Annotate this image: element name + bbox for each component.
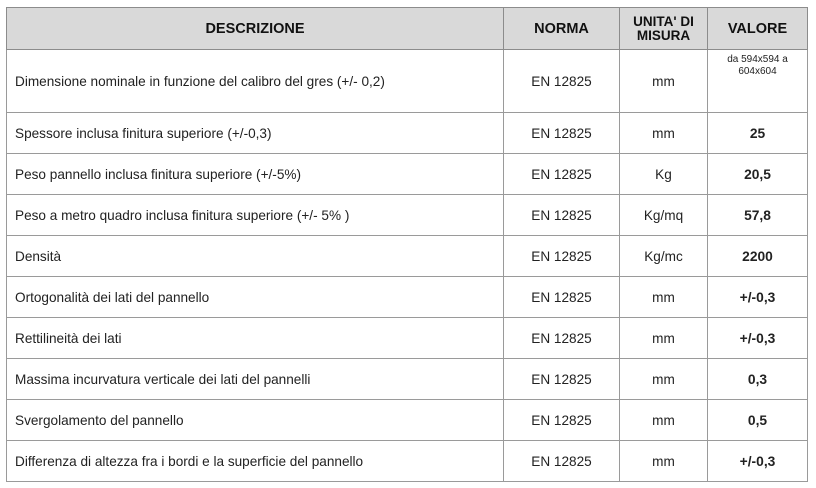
table-row (7, 154, 808, 195)
table-row (7, 400, 808, 441)
cell-unita: Kg (620, 154, 708, 195)
table-row (7, 318, 808, 359)
cell-norma: EN 12825 (504, 195, 620, 236)
spec-table (6, 7, 808, 482)
cell-valore: +/-0,3 (708, 318, 808, 359)
cell-descrizione: Ortogonalità dei lati del pannello (7, 277, 504, 318)
table-row (7, 236, 808, 277)
table-row (7, 277, 808, 318)
cell-norma: EN 12825 (504, 441, 620, 482)
table-row (7, 113, 808, 154)
cell-norma: EN 12825 (504, 50, 620, 113)
cell-unita: Kg/mc (620, 236, 708, 277)
cell-descrizione: Densità (7, 236, 504, 277)
table-row (7, 195, 808, 236)
header-row (7, 8, 808, 50)
cell-unita: mm (620, 441, 708, 482)
cell-unita: mm (620, 277, 708, 318)
header-valore: VALORE (708, 8, 808, 50)
cell-descrizione: Peso pannello inclusa finitura superiore (+/-5%) (7, 154, 504, 195)
cell-valore: 57,8 (708, 195, 808, 236)
cell-valore: +/-0,3 (708, 277, 808, 318)
cell-valore: +/-0,3 (708, 441, 808, 482)
cell-norma: EN 12825 (504, 154, 620, 195)
cell-descrizione: Svergolamento del pannello (7, 400, 504, 441)
cell-descrizione: Massima incurvatura verticale dei lati del pannelli (7, 359, 504, 400)
cell-descrizione: Dimensione nominale in funzione del calibro del gres (+/- 0,2) (7, 50, 504, 113)
cell-descrizione: Rettilineità dei lati (7, 318, 504, 359)
cell-valore: 25 (708, 113, 808, 154)
cell-norma: EN 12825 (504, 277, 620, 318)
cell-valore: 2200 (708, 236, 808, 277)
header-descrizione: DESCRIZIONE (7, 8, 504, 50)
cell-descrizione: Peso a metro quadro inclusa finitura superiore (+/- 5% ) (7, 195, 504, 236)
header-unita (620, 8, 708, 50)
cell-unita: mm (620, 359, 708, 400)
cell-valore (708, 50, 808, 113)
cell-unita: mm (620, 318, 708, 359)
cell-valore: 0,3 (708, 359, 808, 400)
cell-valore: 0,5 (708, 400, 808, 441)
cell-valore-line1: da 594x594 a (727, 54, 788, 65)
cell-norma: EN 12825 (504, 400, 620, 441)
cell-descrizione: Spessore inclusa finitura superiore (+/-0,3) (7, 113, 504, 154)
cell-unita: mm (620, 50, 708, 113)
header-norma: NORMA (504, 8, 620, 50)
cell-norma: EN 12825 (504, 318, 620, 359)
table-row (7, 50, 808, 113)
table-row (7, 359, 808, 400)
cell-descrizione: Differenza di altezza fra i bordi e la superficie del pannello (7, 441, 504, 482)
cell-valore: 20,5 (708, 154, 808, 195)
cell-norma: EN 12825 (504, 359, 620, 400)
cell-unita: mm (620, 400, 708, 441)
header-unita-line1: UNITA' DI (633, 13, 694, 29)
cell-unita: Kg/mq (620, 195, 708, 236)
cell-norma: EN 12825 (504, 113, 620, 154)
header-unita-line2: MISURA (636, 27, 691, 43)
cell-norma: EN 12825 (504, 236, 620, 277)
spec-table-container (6, 7, 807, 482)
cell-valore-line2: 604x604 (738, 66, 777, 77)
table-row (7, 441, 808, 482)
cell-unita: mm (620, 113, 708, 154)
